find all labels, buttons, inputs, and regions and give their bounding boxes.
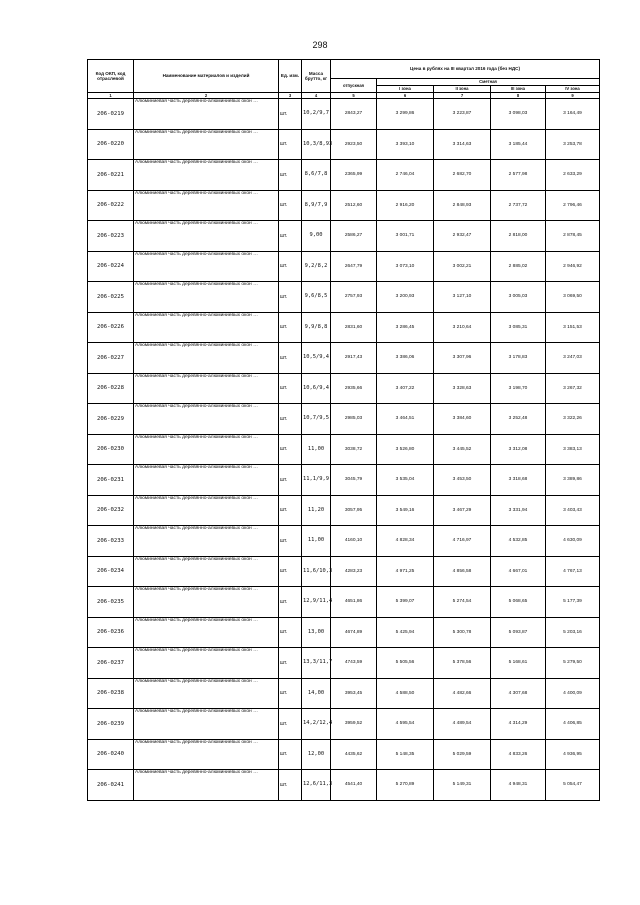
price-zone-2: 4 716,97 xyxy=(434,526,491,557)
header-unit: Ед. изм. xyxy=(279,60,302,93)
item-code: 206-0240 xyxy=(88,739,134,770)
item-unit: шт. xyxy=(279,526,302,557)
price-zone-3: 5 093,87 xyxy=(491,617,546,648)
item-code: 206-0238 xyxy=(88,678,134,709)
price-zone-3: 3 185,44 xyxy=(491,129,546,160)
item-name-cell xyxy=(134,221,279,252)
price-zone-2: 5 029,59 xyxy=(434,739,491,770)
price-zone-1: 3 299,86 xyxy=(377,99,434,130)
item-code: 206-0230 xyxy=(88,434,134,465)
price-release: 4651,86 xyxy=(331,587,377,618)
price-zone-1: 3 286,45 xyxy=(377,312,434,343)
price-zone-3: 3 098,03 xyxy=(491,99,546,130)
price-zone-4: 2 878,45 xyxy=(546,221,600,252)
price-zone-2: 3 384,60 xyxy=(434,404,491,435)
table-row xyxy=(88,465,600,496)
price-zone-1: 4 828,34 xyxy=(377,526,434,557)
column-number: 6 xyxy=(377,93,434,99)
price-zone-3: 4 314,29 xyxy=(491,709,546,740)
price-zone-2: 5 274,54 xyxy=(434,587,491,618)
item-mass: 14,00 xyxy=(302,678,331,709)
price-zone-2: 2 682,70 xyxy=(434,160,491,191)
item-name: Алюминиевая часть деревянно-алюминиевых окон … xyxy=(135,648,258,654)
table-row xyxy=(88,221,600,252)
price-zone-3: 2 885,02 xyxy=(491,251,546,282)
price-zone-4: 3 383,13 xyxy=(546,434,600,465)
item-unit: шт. xyxy=(279,190,302,221)
item-code: 206-0236 xyxy=(88,617,134,648)
item-name-cell xyxy=(134,648,279,679)
item-mass: 8,6/7,8 xyxy=(302,160,331,191)
price-zone-1: 3 535,04 xyxy=(377,465,434,496)
column-number: 3 xyxy=(279,93,302,99)
price-zone-1: 4 588,50 xyxy=(377,678,434,709)
table-row xyxy=(88,434,600,465)
price-release: 2843,27 xyxy=(331,99,377,130)
price-zone-2: 3 127,10 xyxy=(434,282,491,313)
price-zone-3: 3 085,31 xyxy=(491,312,546,343)
item-mass: 10,3/8,93 xyxy=(302,129,331,160)
price-release: 3057,95 xyxy=(331,495,377,526)
item-name-cell xyxy=(134,312,279,343)
price-zone-2: 4 856,58 xyxy=(434,556,491,587)
item-name-cell xyxy=(134,190,279,221)
header-zone-4: IV зона xyxy=(546,86,600,93)
price-zone-4: 5 279,50 xyxy=(546,648,600,679)
item-name-cell xyxy=(134,495,279,526)
price-zone-1: 5 399,07 xyxy=(377,587,434,618)
item-mass: 12,9/11,4 xyxy=(302,587,331,618)
header-release-price: отпускная xyxy=(331,79,377,93)
price-zone-3: 5 068,65 xyxy=(491,587,546,618)
price-zone-3: 3 318,68 xyxy=(491,465,546,496)
item-unit: шт. xyxy=(279,678,302,709)
price-release: 2512,60 xyxy=(331,190,377,221)
price-zone-1: 3 001,71 xyxy=(377,221,434,252)
item-name-cell xyxy=(134,343,279,374)
column-number: 5 xyxy=(331,93,377,99)
item-code: 206-0221 xyxy=(88,160,134,191)
item-unit: шт. xyxy=(279,495,302,526)
price-zone-4: 3 164,49 xyxy=(546,99,600,130)
price-zone-3: 2 737,72 xyxy=(491,190,546,221)
price-release: 2757,93 xyxy=(331,282,377,313)
item-code: 206-0219 xyxy=(88,99,134,130)
item-mass: 9,6/8,5 xyxy=(302,282,331,313)
item-unit: шт. xyxy=(279,160,302,191)
item-name: Алюминиевая часть деревянно-алюминиевых окон … xyxy=(135,312,258,318)
table-row xyxy=(88,526,600,557)
item-mass: 9,00 xyxy=(302,221,331,252)
price-zone-1: 3 393,10 xyxy=(377,129,434,160)
price-release: 2831,60 xyxy=(331,312,377,343)
item-name: Алюминиевая часть деревянно-алюминиевых окон … xyxy=(135,709,258,715)
price-zone-2: 5 300,78 xyxy=(434,617,491,648)
item-unit: шт. xyxy=(279,312,302,343)
price-zone-2: 3 223,87 xyxy=(434,99,491,130)
header-code: Код ОКП, код отраслевой xyxy=(88,60,134,93)
item-name: Алюминиевая часть деревянно-алюминиевых окон … xyxy=(135,404,258,410)
item-code: 206-0227 xyxy=(88,343,134,374)
item-name-cell xyxy=(134,99,279,130)
item-code: 206-0241 xyxy=(88,770,134,801)
price-zone-3: 4 532,85 xyxy=(491,526,546,557)
price-zone-4: 3 267,32 xyxy=(546,373,600,404)
table-row xyxy=(88,617,600,648)
item-code: 206-0237 xyxy=(88,648,134,679)
price-release: 4435,62 xyxy=(331,739,377,770)
price-release: 4541,40 xyxy=(331,770,377,801)
table-row xyxy=(88,129,600,160)
item-name-cell xyxy=(134,617,279,648)
table-row xyxy=(88,709,600,740)
table-row xyxy=(88,312,600,343)
item-unit: шт. xyxy=(279,556,302,587)
table-row xyxy=(88,648,600,679)
item-name-cell xyxy=(134,129,279,160)
item-code: 206-0239 xyxy=(88,709,134,740)
price-zone-1: 5 505,56 xyxy=(377,648,434,679)
price-zone-2: 4 482,66 xyxy=(434,678,491,709)
item-mass: 11,20 xyxy=(302,495,331,526)
item-mass: 10,2/9,7 xyxy=(302,99,331,130)
price-zone-1: 4 595,54 xyxy=(377,709,434,740)
item-mass: 10,5/9,4 xyxy=(302,343,331,374)
item-mass: 9,9/8,8 xyxy=(302,312,331,343)
item-name-cell xyxy=(134,373,279,404)
item-name-cell xyxy=(134,465,279,496)
table-row xyxy=(88,587,600,618)
table-row xyxy=(88,190,600,221)
price-release: 4160,10 xyxy=(331,526,377,557)
price-zone-4: 5 177,39 xyxy=(546,587,600,618)
item-unit: шт. xyxy=(279,404,302,435)
price-zone-4: 3 403,43 xyxy=(546,495,600,526)
price-table xyxy=(87,59,600,801)
item-unit: шт. xyxy=(279,587,302,618)
item-name: Алюминиевая часть деревянно-алюминиевых окон … xyxy=(135,556,258,562)
item-unit: шт. xyxy=(279,770,302,801)
price-zone-2: 5 378,56 xyxy=(434,648,491,679)
item-name: Алюминиевая часть деревянно-алюминиевых окон … xyxy=(135,221,258,227)
price-release: 4283,23 xyxy=(331,556,377,587)
item-code: 206-0226 xyxy=(88,312,134,343)
header-zone-1: I зона xyxy=(377,86,434,93)
price-zone-1: 3 200,93 xyxy=(377,282,434,313)
price-zone-3: 3 198,70 xyxy=(491,373,546,404)
item-mass: 10,6/9,4 xyxy=(302,373,331,404)
price-zone-1: 5 270,89 xyxy=(377,770,434,801)
price-release: 2586,27 xyxy=(331,221,377,252)
price-zone-3: 2 577,98 xyxy=(491,160,546,191)
item-name: Алюминиевая часть деревянно-алюминиевых окон … xyxy=(135,160,258,166)
item-name-cell xyxy=(134,587,279,618)
price-zone-2: 2 932,47 xyxy=(434,221,491,252)
item-unit: шт. xyxy=(279,343,302,374)
item-name: Алюминиевая часть деревянно-алюминиевых окон … xyxy=(135,587,258,593)
item-name: Алюминиевая часть деревянно-алюминиевых окон … xyxy=(135,495,258,501)
item-mass: 8,9/7,9 xyxy=(302,190,331,221)
price-zone-3: 5 168,61 xyxy=(491,648,546,679)
item-code: 206-0234 xyxy=(88,556,134,587)
price-zone-3: 3 252,48 xyxy=(491,404,546,435)
item-unit: шт. xyxy=(279,221,302,252)
price-zone-3: 4 667,01 xyxy=(491,556,546,587)
price-zone-2: 3 307,96 xyxy=(434,343,491,374)
column-number: 7 xyxy=(434,93,491,99)
item-unit: шт. xyxy=(279,709,302,740)
price-release: 2923,50 xyxy=(331,129,377,160)
price-release: 2917,43 xyxy=(331,343,377,374)
price-release: 3038,72 xyxy=(331,434,377,465)
header-mass: Масса брутто, кг xyxy=(302,60,331,93)
item-unit: шт. xyxy=(279,99,302,130)
item-code: 206-0231 xyxy=(88,465,134,496)
price-zone-4: 3 253,78 xyxy=(546,129,600,160)
item-name-cell xyxy=(134,709,279,740)
price-zone-2: 3 467,29 xyxy=(434,495,491,526)
item-name-cell xyxy=(134,251,279,282)
price-zone-4: 3 322,26 xyxy=(546,404,600,435)
item-name: Алюминиевая часть деревянно-алюминиевых окон … xyxy=(135,434,258,440)
item-unit: шт. xyxy=(279,465,302,496)
item-mass: 11,1/9,9 xyxy=(302,465,331,496)
header-zone-3: III зона xyxy=(491,86,546,93)
item-mass: 9,2/8,2 xyxy=(302,251,331,282)
price-zone-4: 2 946,92 xyxy=(546,251,600,282)
price-zone-2: 3 314,63 xyxy=(434,129,491,160)
price-zone-2: 3 445,52 xyxy=(434,434,491,465)
price-zone-1: 5 425,94 xyxy=(377,617,434,648)
price-release: 2985,03 xyxy=(331,404,377,435)
item-unit: шт. xyxy=(279,373,302,404)
item-mass: 13,00 xyxy=(302,617,331,648)
item-code: 206-0235 xyxy=(88,587,134,618)
price-zone-2: 2 848,93 xyxy=(434,190,491,221)
price-zone-3: 3 005,03 xyxy=(491,282,546,313)
item-code: 206-0220 xyxy=(88,129,134,160)
item-mass: 13,3/11,7 xyxy=(302,648,331,679)
price-zone-3: 4 948,31 xyxy=(491,770,546,801)
item-name-cell xyxy=(134,770,279,801)
table-row xyxy=(88,99,600,130)
item-name-cell xyxy=(134,404,279,435)
price-zone-1: 4 971,25 xyxy=(377,556,434,587)
item-name-cell xyxy=(134,282,279,313)
price-zone-3: 2 818,00 xyxy=(491,221,546,252)
header-zone-2: II зона xyxy=(434,86,491,93)
item-code: 206-0228 xyxy=(88,373,134,404)
table-row xyxy=(88,282,600,313)
table-row xyxy=(88,556,600,587)
price-zone-2: 3 210,64 xyxy=(434,312,491,343)
table-row xyxy=(88,251,600,282)
table-row xyxy=(88,343,600,374)
item-name-cell xyxy=(134,526,279,557)
price-zone-4: 5 054,47 xyxy=(546,770,600,801)
item-unit: шт. xyxy=(279,129,302,160)
item-unit: шт. xyxy=(279,282,302,313)
table-row xyxy=(88,770,600,801)
price-release: 2935,66 xyxy=(331,373,377,404)
item-name: Алюминиевая часть деревянно-алюминиевых окон … xyxy=(135,129,258,135)
price-zone-4: 5 203,16 xyxy=(546,617,600,648)
item-name: Алюминиевая часть деревянно-алюминиевых окон … xyxy=(135,343,258,349)
price-zone-2: 3 328,63 xyxy=(434,373,491,404)
item-name: Алюминиевая часть деревянно-алюминиевых окон … xyxy=(135,526,258,532)
price-zone-4: 2 796,46 xyxy=(546,190,600,221)
price-zone-4: 3 151,53 xyxy=(546,312,600,343)
item-name: Алюминиевая часть деревянно-алюминиевых окон … xyxy=(135,282,258,288)
item-unit: шт. xyxy=(279,617,302,648)
item-name-cell xyxy=(134,678,279,709)
item-mass: 14,2/12,4 xyxy=(302,709,331,740)
table-body xyxy=(88,99,600,801)
price-zone-3: 3 312,08 xyxy=(491,434,546,465)
price-release: 4674,89 xyxy=(331,617,377,648)
item-name: Алюминиевая часть деревянно-алюминиевых окон … xyxy=(135,465,258,471)
item-code: 206-0224 xyxy=(88,251,134,282)
item-name: Алюминиевая часть деревянно-алюминиевых окон … xyxy=(135,739,258,745)
price-zone-1: 3 549,16 xyxy=(377,495,434,526)
item-name: Алюминиевая часть деревянно-алюминиевых окон … xyxy=(135,99,258,105)
item-mass: 11,6/10,3 xyxy=(302,556,331,587)
price-zone-3: 3 331,94 xyxy=(491,495,546,526)
price-zone-1: 2 746,04 xyxy=(377,160,434,191)
column-number: 9 xyxy=(546,93,600,99)
item-name: Алюминиевая часть деревянно-алюминиевых окон … xyxy=(135,678,258,684)
item-code: 206-0229 xyxy=(88,404,134,435)
item-mass: 12,6/11,3 xyxy=(302,770,331,801)
item-name: Алюминиевая часть деревянно-алюминиевых окон … xyxy=(135,251,258,257)
price-release: 3045,79 xyxy=(331,465,377,496)
item-code: 206-0223 xyxy=(88,221,134,252)
header-name: Наименование материалов и изделий xyxy=(134,60,279,93)
price-zone-2: 5 149,31 xyxy=(434,770,491,801)
item-name-cell xyxy=(134,160,279,191)
item-unit: шт. xyxy=(279,648,302,679)
price-release: 4743,59 xyxy=(331,648,377,679)
price-zone-1: 3 407,22 xyxy=(377,373,434,404)
table-row xyxy=(88,160,600,191)
price-zone-2: 3 002,21 xyxy=(434,251,491,282)
price-zone-1: 3 464,51 xyxy=(377,404,434,435)
price-release: 3953,45 xyxy=(331,678,377,709)
table-row xyxy=(88,739,600,770)
column-number: 4 xyxy=(302,93,331,99)
header-price-group: Цена в рублях на III квартал 2016 года (без НДС) xyxy=(331,60,600,79)
price-zone-4: 4 406,85 xyxy=(546,709,600,740)
price-zone-1: 5 148,35 xyxy=(377,739,434,770)
item-mass: 12,00 xyxy=(302,739,331,770)
item-unit: шт. xyxy=(279,739,302,770)
price-zone-1: 3 386,06 xyxy=(377,343,434,374)
item-code: 206-0225 xyxy=(88,282,134,313)
price-zone-4: 4 767,13 xyxy=(546,556,600,587)
item-code: 206-0232 xyxy=(88,495,134,526)
price-zone-1: 3 526,80 xyxy=(377,434,434,465)
column-number: 8 xyxy=(491,93,546,99)
item-name-cell xyxy=(134,739,279,770)
item-code: 206-0233 xyxy=(88,526,134,557)
price-zone-4: 2 633,29 xyxy=(546,160,600,191)
price-zone-3: 4 307,68 xyxy=(491,678,546,709)
price-zone-2: 4 489,54 xyxy=(434,709,491,740)
item-name: Алюминиевая часть деревянно-алюминиевых окон … xyxy=(135,373,258,379)
price-zone-2: 3 453,50 xyxy=(434,465,491,496)
price-zone-1: 3 073,10 xyxy=(377,251,434,282)
table-row xyxy=(88,404,600,435)
price-zone-3: 4 833,26 xyxy=(491,739,546,770)
price-release: 3959,52 xyxy=(331,709,377,740)
price-zone-3: 3 178,83 xyxy=(491,343,546,374)
column-number: 1 xyxy=(88,93,134,99)
price-zone-4: 4 400,09 xyxy=(546,678,600,709)
price-zone-4: 4 630,09 xyxy=(546,526,600,557)
item-unit: шт. xyxy=(279,434,302,465)
item-code: 206-0222 xyxy=(88,190,134,221)
price-zone-1: 2 916,20 xyxy=(377,190,434,221)
price-zone-4: 3 069,50 xyxy=(546,282,600,313)
price-zone-4: 3 247,03 xyxy=(546,343,600,374)
item-name-cell xyxy=(134,556,279,587)
column-number: 2 xyxy=(134,93,279,99)
price-zone-4: 3 389,86 xyxy=(546,465,600,496)
page-number: 298 xyxy=(312,40,328,50)
item-name: Алюминиевая часть деревянно-алюминиевых окон … xyxy=(135,770,258,776)
header-estimate-price: Сметная xyxy=(377,79,600,86)
item-name: Алюминиевая часть деревянно-алюминиевых окон … xyxy=(135,617,258,623)
item-mass: 10,7/9,5 xyxy=(302,404,331,435)
price-release: 2647,79 xyxy=(331,251,377,282)
table-row xyxy=(88,373,600,404)
item-name: Алюминиевая часть деревянно-алюминиевых окон … xyxy=(135,190,258,196)
table-row xyxy=(88,495,600,526)
table-row xyxy=(88,678,600,709)
item-unit: шт. xyxy=(279,251,302,282)
price-zone-4: 4 936,95 xyxy=(546,739,600,770)
price-release: 2365,99 xyxy=(331,160,377,191)
item-mass: 11,00 xyxy=(302,526,331,557)
item-name-cell xyxy=(134,434,279,465)
item-mass: 11,00 xyxy=(302,434,331,465)
